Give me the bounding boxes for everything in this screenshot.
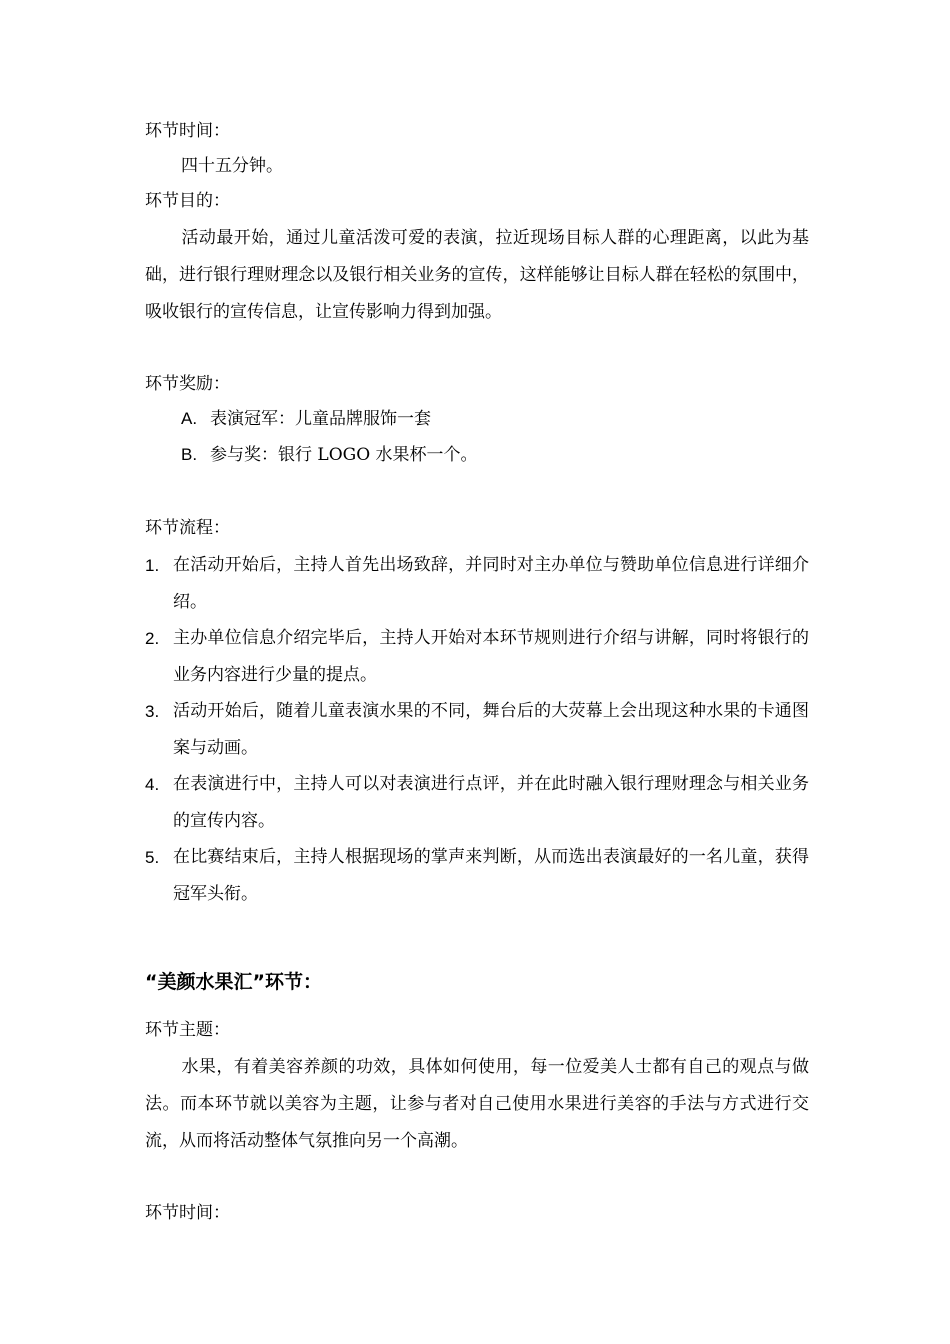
reward-item — [181, 444, 478, 466]
theme-paragraph — [145, 1049, 809, 1160]
flow-item — [145, 839, 809, 913]
reward-mark: A. — [181, 409, 198, 428]
section-heading: “美颜水果汇”环节： — [145, 971, 322, 993]
flow-number: 3. — [145, 702, 160, 721]
flow-item — [145, 693, 809, 767]
reward-mark: B. — [181, 445, 198, 464]
flow-text: 活动开始后，随着儿童表演水果的不同，舞台后的大荧幕上会出现这种水果的卡通图案与动画。 — [173, 701, 809, 758]
time-value: 四十五分钟。 — [181, 156, 283, 176]
flow-number: 4. — [145, 775, 160, 794]
reward-text: 参与奖：银行 LOGO 水果杯一个。 — [210, 445, 478, 465]
reward-label: 环节奖励： — [145, 374, 230, 394]
flow-item — [145, 766, 809, 840]
flow-text: 在表演进行中，主持人可以对表演进行点评，并在此时融入银行理财理念与相关业务的宣传内容。 — [173, 774, 809, 831]
flow-number: 5. — [145, 848, 160, 867]
flow-text: 在活动开始后，主持人首先出场致辞，并同时对主办单位与赞助单位信息进行详细介绍。 — [173, 555, 809, 612]
purpose-text: 活动最开始，通过儿童活泼可爱的表演，拉近现场目标人群的心理距离，以此为基础，进行银行理财理念以及银行相关业务的宣传，这样能够让目标人群在轻松的氛围中，吸收银行的宣传信息，让宣传影响力得到加强。 — [145, 228, 809, 322]
flow-item — [145, 620, 809, 694]
flow-text: 在比赛结束后，主持人根据现场的掌声来判断，从而选出表演最好的一名儿童，获得冠军头衔。 — [173, 847, 809, 904]
flow-number: 2. — [145, 629, 160, 648]
time-label-2: 环节时间： — [145, 1203, 230, 1223]
flow-item — [145, 547, 809, 621]
flow-text: 主办单位信息介绍完毕后，主持人开始对本环节规则进行介绍与讲解，同时将银行的业务内容进行少量的提点。 — [173, 628, 809, 685]
reward-item — [181, 408, 431, 430]
purpose-label: 环节目的： — [145, 191, 230, 211]
flow-label: 环节流程： — [145, 518, 230, 538]
purpose-paragraph — [145, 220, 809, 331]
time-label: 环节时间： — [145, 121, 230, 141]
theme-label: 环节主题： — [145, 1020, 230, 1040]
reward-text: 表演冠军：儿童品牌服饰一套 — [210, 409, 431, 429]
flow-number: 1. — [145, 556, 160, 575]
theme-text: 水果，有着美容养颜的功效，具体如何使用，每一位爱美人士都有自己的观点与做法。而本环节就以美容为主题，让参与者对自己使用水果进行美容的手法与方式进行交流，从而将活动整体气氛推向另一个高潮。 — [145, 1057, 809, 1151]
